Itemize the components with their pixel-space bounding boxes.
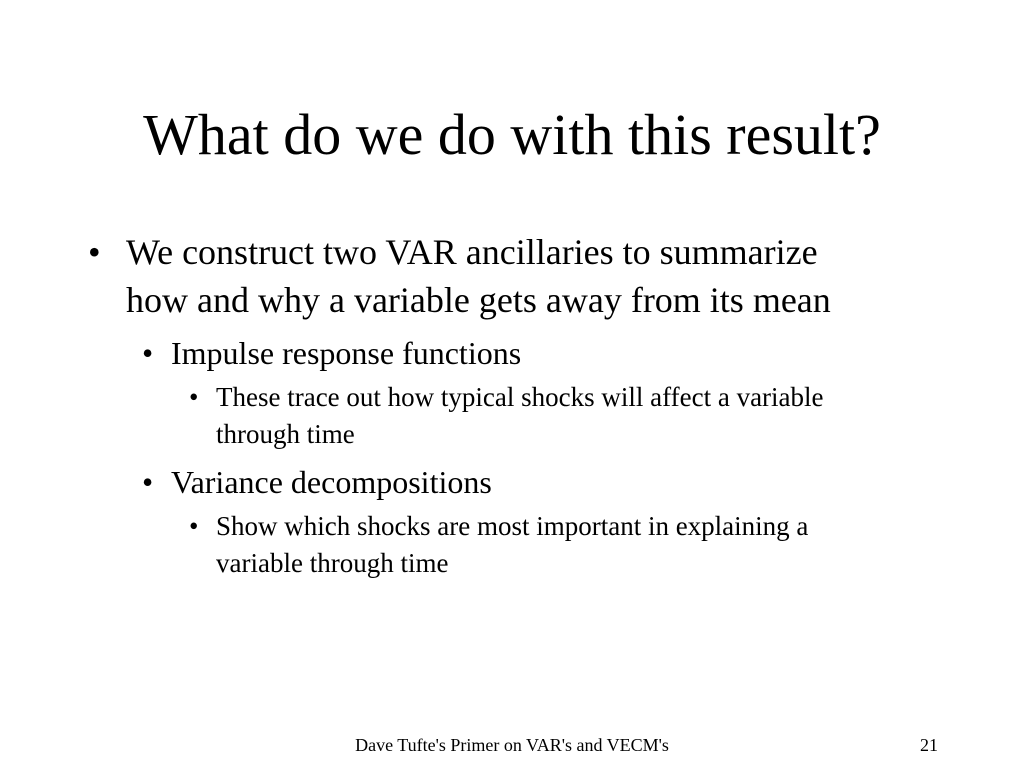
bullet-text: These trace out how typical shocks will affect a variable through time [216,382,824,449]
bullet-item-level-3 [189,508,896,582]
bullet-icon: • [142,464,154,500]
bullet-text: We construct two VAR ancillaries to summarize how and why a variable gets away from its mean [126,232,831,320]
bullet-icon: • [142,335,154,371]
bullet-text: Show which shocks are most important in explaining a variable through time [216,511,809,578]
bullet-item-level-3 [189,379,896,453]
slide-footer: Dave Tufte's Primer on VAR's and VECM's [355,735,669,755]
bullet-icon: • [189,382,199,412]
slide-title: What do we do with this result? [143,102,881,167]
bullet-icon: • [189,511,199,541]
bullet-list [0,228,1024,582]
bullet-icon: • [88,232,101,272]
bullet-item-level-2 [142,461,871,503]
page-number: 21 [920,735,938,755]
bullet-item-level-2 [142,332,871,374]
bullet-text: Variance decompositions [171,464,492,500]
bullet-item-level-1 [88,228,886,324]
bullet-text: Impulse response functions [171,335,522,371]
